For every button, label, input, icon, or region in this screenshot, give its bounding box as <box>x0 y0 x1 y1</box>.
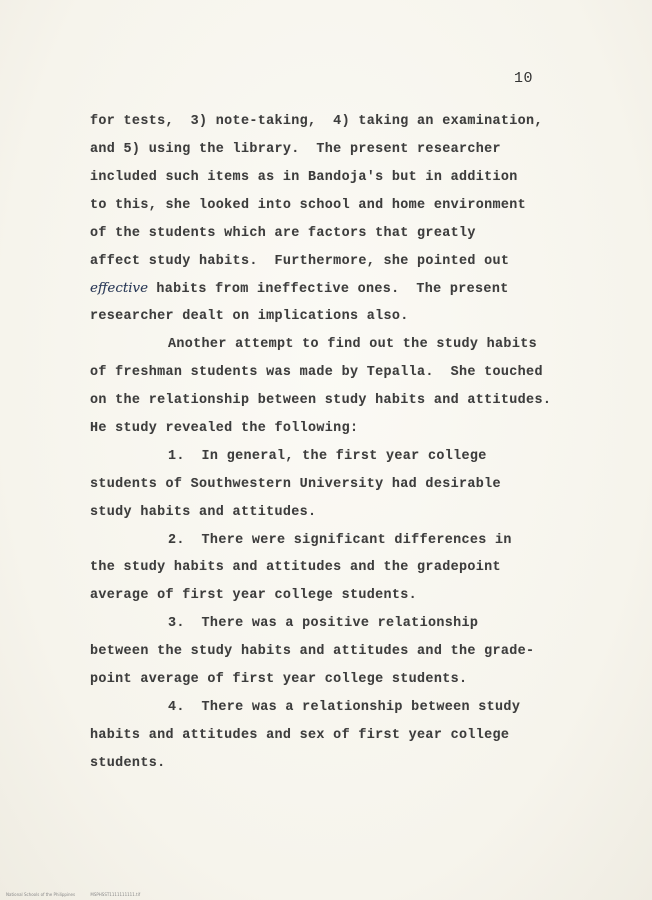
line-text: 2. There were significant differences in <box>168 532 512 548</box>
text-line <box>90 309 409 324</box>
line-text: average of first year college students. <box>90 588 418 604</box>
text-line <box>90 505 316 520</box>
line-text: habits and attitudes and sex of first year college <box>90 727 510 743</box>
line-text: habits from ineffective ones. The present <box>148 282 509 298</box>
line-text: He study revealed the following: <box>90 420 359 436</box>
line-text: of the students which are factors that greatly <box>90 225 476 241</box>
text-line <box>90 756 165 771</box>
footer-right: MSPHSST1111111111.tif <box>90 892 141 897</box>
line-text: students of Southwestern University had desirable <box>90 476 501 492</box>
line-text: on the relationship between study habits and attitudes. <box>90 393 552 408</box>
line-text: students. <box>90 755 166 771</box>
text-line <box>90 421 358 436</box>
text-line <box>90 477 501 492</box>
line-text: affect study habits. Furthermore, she pointed out <box>90 253 510 269</box>
text-line <box>90 226 476 241</box>
footer-left: National Schools of the Philippines <box>6 892 76 897</box>
text-line <box>90 254 509 269</box>
scan-footer <box>6 892 154 897</box>
text-line <box>90 644 534 659</box>
text-line <box>90 281 509 297</box>
text-line <box>168 337 537 352</box>
line-text: researcher dealt on implications also. <box>90 309 409 325</box>
text-line <box>90 728 509 743</box>
handwritten-correction: effective <box>90 281 148 297</box>
text-line <box>168 616 478 631</box>
line-text: to this, she looked into school and home environment <box>90 197 527 213</box>
text-line <box>90 198 526 213</box>
line-text: 3. There was a positive relationship <box>168 616 479 632</box>
text-line <box>90 393 551 408</box>
text-line <box>90 170 518 185</box>
text-line <box>168 449 487 464</box>
line-text: and 5) using the library. The present researcher <box>90 141 501 157</box>
text-line <box>90 365 543 380</box>
text-line <box>168 700 520 715</box>
line-text: between the study habits and attitudes and the grade- <box>90 644 535 660</box>
text-line <box>90 672 467 687</box>
line-text: of freshman students was made by Tepalla. She touched <box>90 365 543 381</box>
line-text: point average of first year college students. <box>90 672 468 687</box>
line-text: study habits and attitudes. <box>90 504 317 520</box>
line-text: 1. In general, the first year college <box>168 448 487 464</box>
line-text: Another attempt to find out the study habits <box>168 337 537 353</box>
text-line <box>90 588 417 603</box>
page-number: 10 <box>514 70 534 87</box>
line-text: 4. There was a relationship between study <box>168 699 521 715</box>
line-text: for tests, 3) note-taking, 4) taking an examination, <box>90 114 543 129</box>
text-line <box>90 142 501 157</box>
text-line <box>168 533 512 548</box>
line-text: the study habits and attitudes and the gradepoint <box>90 560 501 576</box>
text-line <box>90 114 543 129</box>
text-line <box>90 560 501 575</box>
line-text: included such items as in Bandoja's but in addition <box>90 169 518 185</box>
